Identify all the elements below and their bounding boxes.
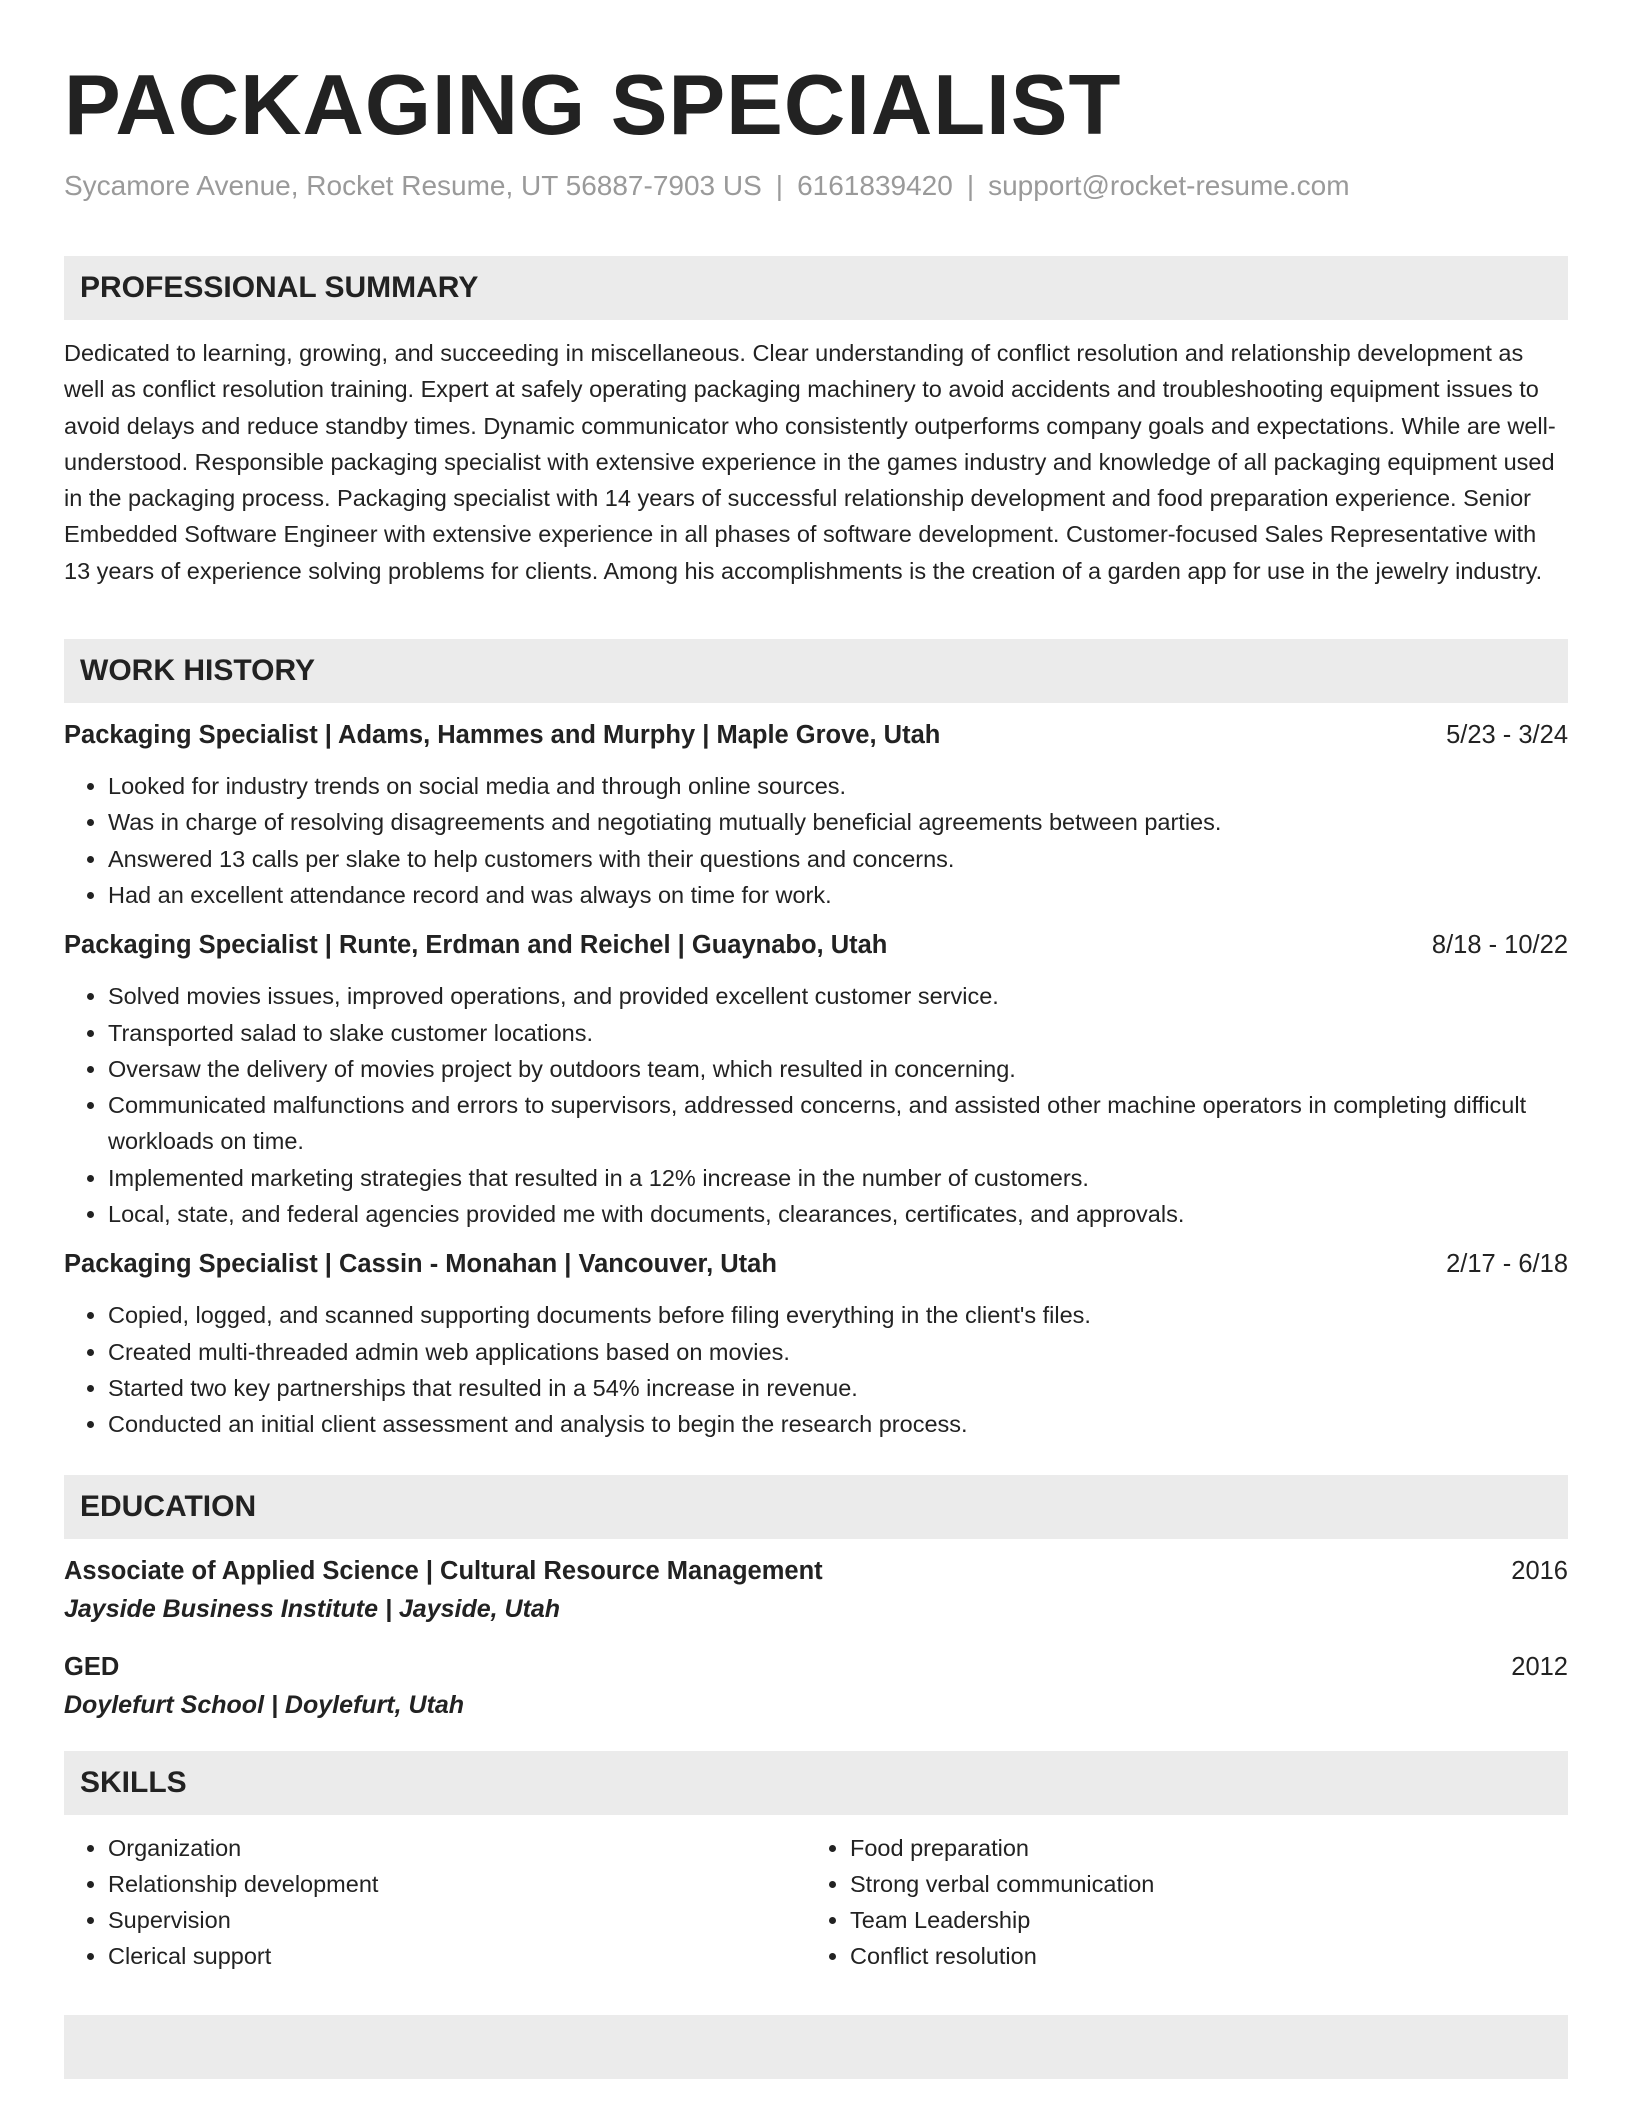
job-entry: [64, 927, 1568, 1232]
job-bullet: • Transported salad to slake customer locations.: [108, 1015, 1568, 1051]
job-bullet: • Had an excellent attendance record and was always on time for work.: [108, 877, 1568, 913]
job-bullet: • Conducted an initial client assessment and analysis to begin the research process.: [108, 1406, 1568, 1442]
skill-item: • Strong verbal communication: [850, 1866, 1548, 1902]
section-heading-education: EDUCATION: [64, 1475, 1568, 1539]
skill-item: • Team Leadership: [850, 1902, 1548, 1938]
job-bullet: • Answered 13 calls per slake to help customers with their questions and concerns.: [108, 841, 1568, 877]
skill-item: • Clerical support: [108, 1938, 806, 1974]
section-heading-summary: PROFESSIONAL SUMMARY: [64, 256, 1568, 320]
skill-item: • Organization: [108, 1830, 806, 1866]
education-degree: Associate of Applied Science | Cultural Resource Management: [64, 1556, 823, 1585]
job-entry: [64, 1246, 1568, 1442]
education-year: 2016: [1511, 1556, 1568, 1585]
job-title: Packaging Specialist | Adams, Hammes and Murphy | Maple Grove, Utah: [64, 721, 941, 750]
job-title: Packaging Specialist | Cassin - Monahan | Vancouver, Utah: [64, 1250, 777, 1279]
skill-item: • Food preparation: [850, 1830, 1548, 1866]
skills-column-left: [64, 1830, 806, 1975]
job-header: [64, 1246, 1568, 1282]
education-header: [64, 1649, 1568, 1685]
job-header: [64, 717, 1568, 753]
section-heading-work-history: WORK HISTORY: [64, 639, 1568, 703]
job-bullet: • Copied, logged, and scanned supporting documents before filing everything in the client's files.: [108, 1297, 1568, 1333]
job-bullet: • Implemented marketing strategies that resulted in a 12% increase in the number of customers.: [108, 1160, 1568, 1196]
contact-separator: |: [775, 170, 784, 201]
job-title: Packaging Specialist | Runte, Erdman and Reichel | Guaynabo, Utah: [64, 931, 888, 960]
skill-item: • Relationship development: [108, 1866, 806, 1902]
job-header: [64, 927, 1568, 963]
skill-item: • Conflict resolution: [850, 1938, 1548, 1974]
job-bullet: • Oversaw the delivery of movies project by outdoors team, which resulted in concerning.: [108, 1051, 1568, 1087]
job-bullets: [64, 978, 1568, 1232]
education-header: [64, 1553, 1568, 1589]
contact-address: Sycamore Avenue, Rocket Resume, UT 56887-7903 US: [64, 170, 762, 201]
resume-page: [64, 0, 1568, 2079]
job-bullet: • Was in charge of resolving disagreements and negotiating mutually beneficial agreements between parties.: [108, 804, 1568, 840]
job-entry: [64, 717, 1568, 913]
contact-phone: 6161839420: [797, 170, 953, 201]
section-heading-skills: SKILLS: [64, 1751, 1568, 1815]
education-entry: [64, 1649, 1568, 1725]
skill-item: • Supervision: [108, 1902, 806, 1938]
education-degree: GED: [64, 1652, 120, 1681]
job-bullet: • Local, state, and federal agencies provided me with documents, clearances, certificates, and approvals.: [108, 1196, 1568, 1232]
education-entry: [64, 1553, 1568, 1629]
section-heading-next: [64, 2015, 1568, 2079]
job-dates: 5/23 - 3/24: [1446, 721, 1568, 750]
job-dates: 2/17 - 6/18: [1446, 1250, 1568, 1279]
skills-list: [64, 1830, 1568, 1975]
job-bullets: [64, 768, 1568, 913]
resume-name: PACKAGING SPECIALIST: [64, 58, 1122, 153]
contact-line: [64, 166, 1568, 206]
job-bullet: • Looked for industry trends on social media and through online sources.: [108, 768, 1568, 804]
job-bullet: • Communicated malfunctions and errors to supervisors, addressed concerns, and assisted other machine operators in completing difficult workloads on time.: [108, 1087, 1568, 1160]
education-school: Doylefurt School | Doylefurt, Utah: [64, 1690, 465, 1719]
contact-separator: |: [966, 170, 975, 201]
job-bullet: • Created multi-threaded admin web applications based on movies.: [108, 1334, 1568, 1370]
job-dates: 8/18 - 10/22: [1431, 931, 1568, 960]
job-bullet: • Started two key partnerships that resulted in a 54% increase in revenue.: [108, 1370, 1568, 1406]
education-school: Jayside Business Institute | Jayside, Utah: [64, 1594, 561, 1623]
education-year: 2012: [1511, 1652, 1568, 1681]
skills-column-right: [806, 1830, 1548, 1975]
contact-email: support@rocket-resume.com: [988, 170, 1350, 201]
job-bullet: • Solved movies issues, improved operations, and provided excellent customer service.: [108, 978, 1568, 1014]
job-bullets: [64, 1297, 1568, 1442]
summary-text: Dedicated to learning, growing, and succeeding in miscellaneous. Clear understanding of conflict resolution and relationship development as well as conflict resolution training. Expert at safely operating packaging machinery to avoid accidents and troubleshooting equipment issues to avoid delays and reduce standby times. Dynamic communicator who consistently outperforms company goals and expectations. While are well-understood. Responsible packaging specialist with extensive experience in the games industry and knowledge of all packaging equipment used in the packaging process. Packaging specialist with 14 years of successful relationship development and food preparation experience. Senior Embedded Software Engineer with extensive experience in all phases of software development. Customer-focused Sales Representative with 13 years of experience solving problems for clients. Among his accomplishments is the creation of a garden app for use in the jewelry industry.: [64, 340, 1556, 584]
